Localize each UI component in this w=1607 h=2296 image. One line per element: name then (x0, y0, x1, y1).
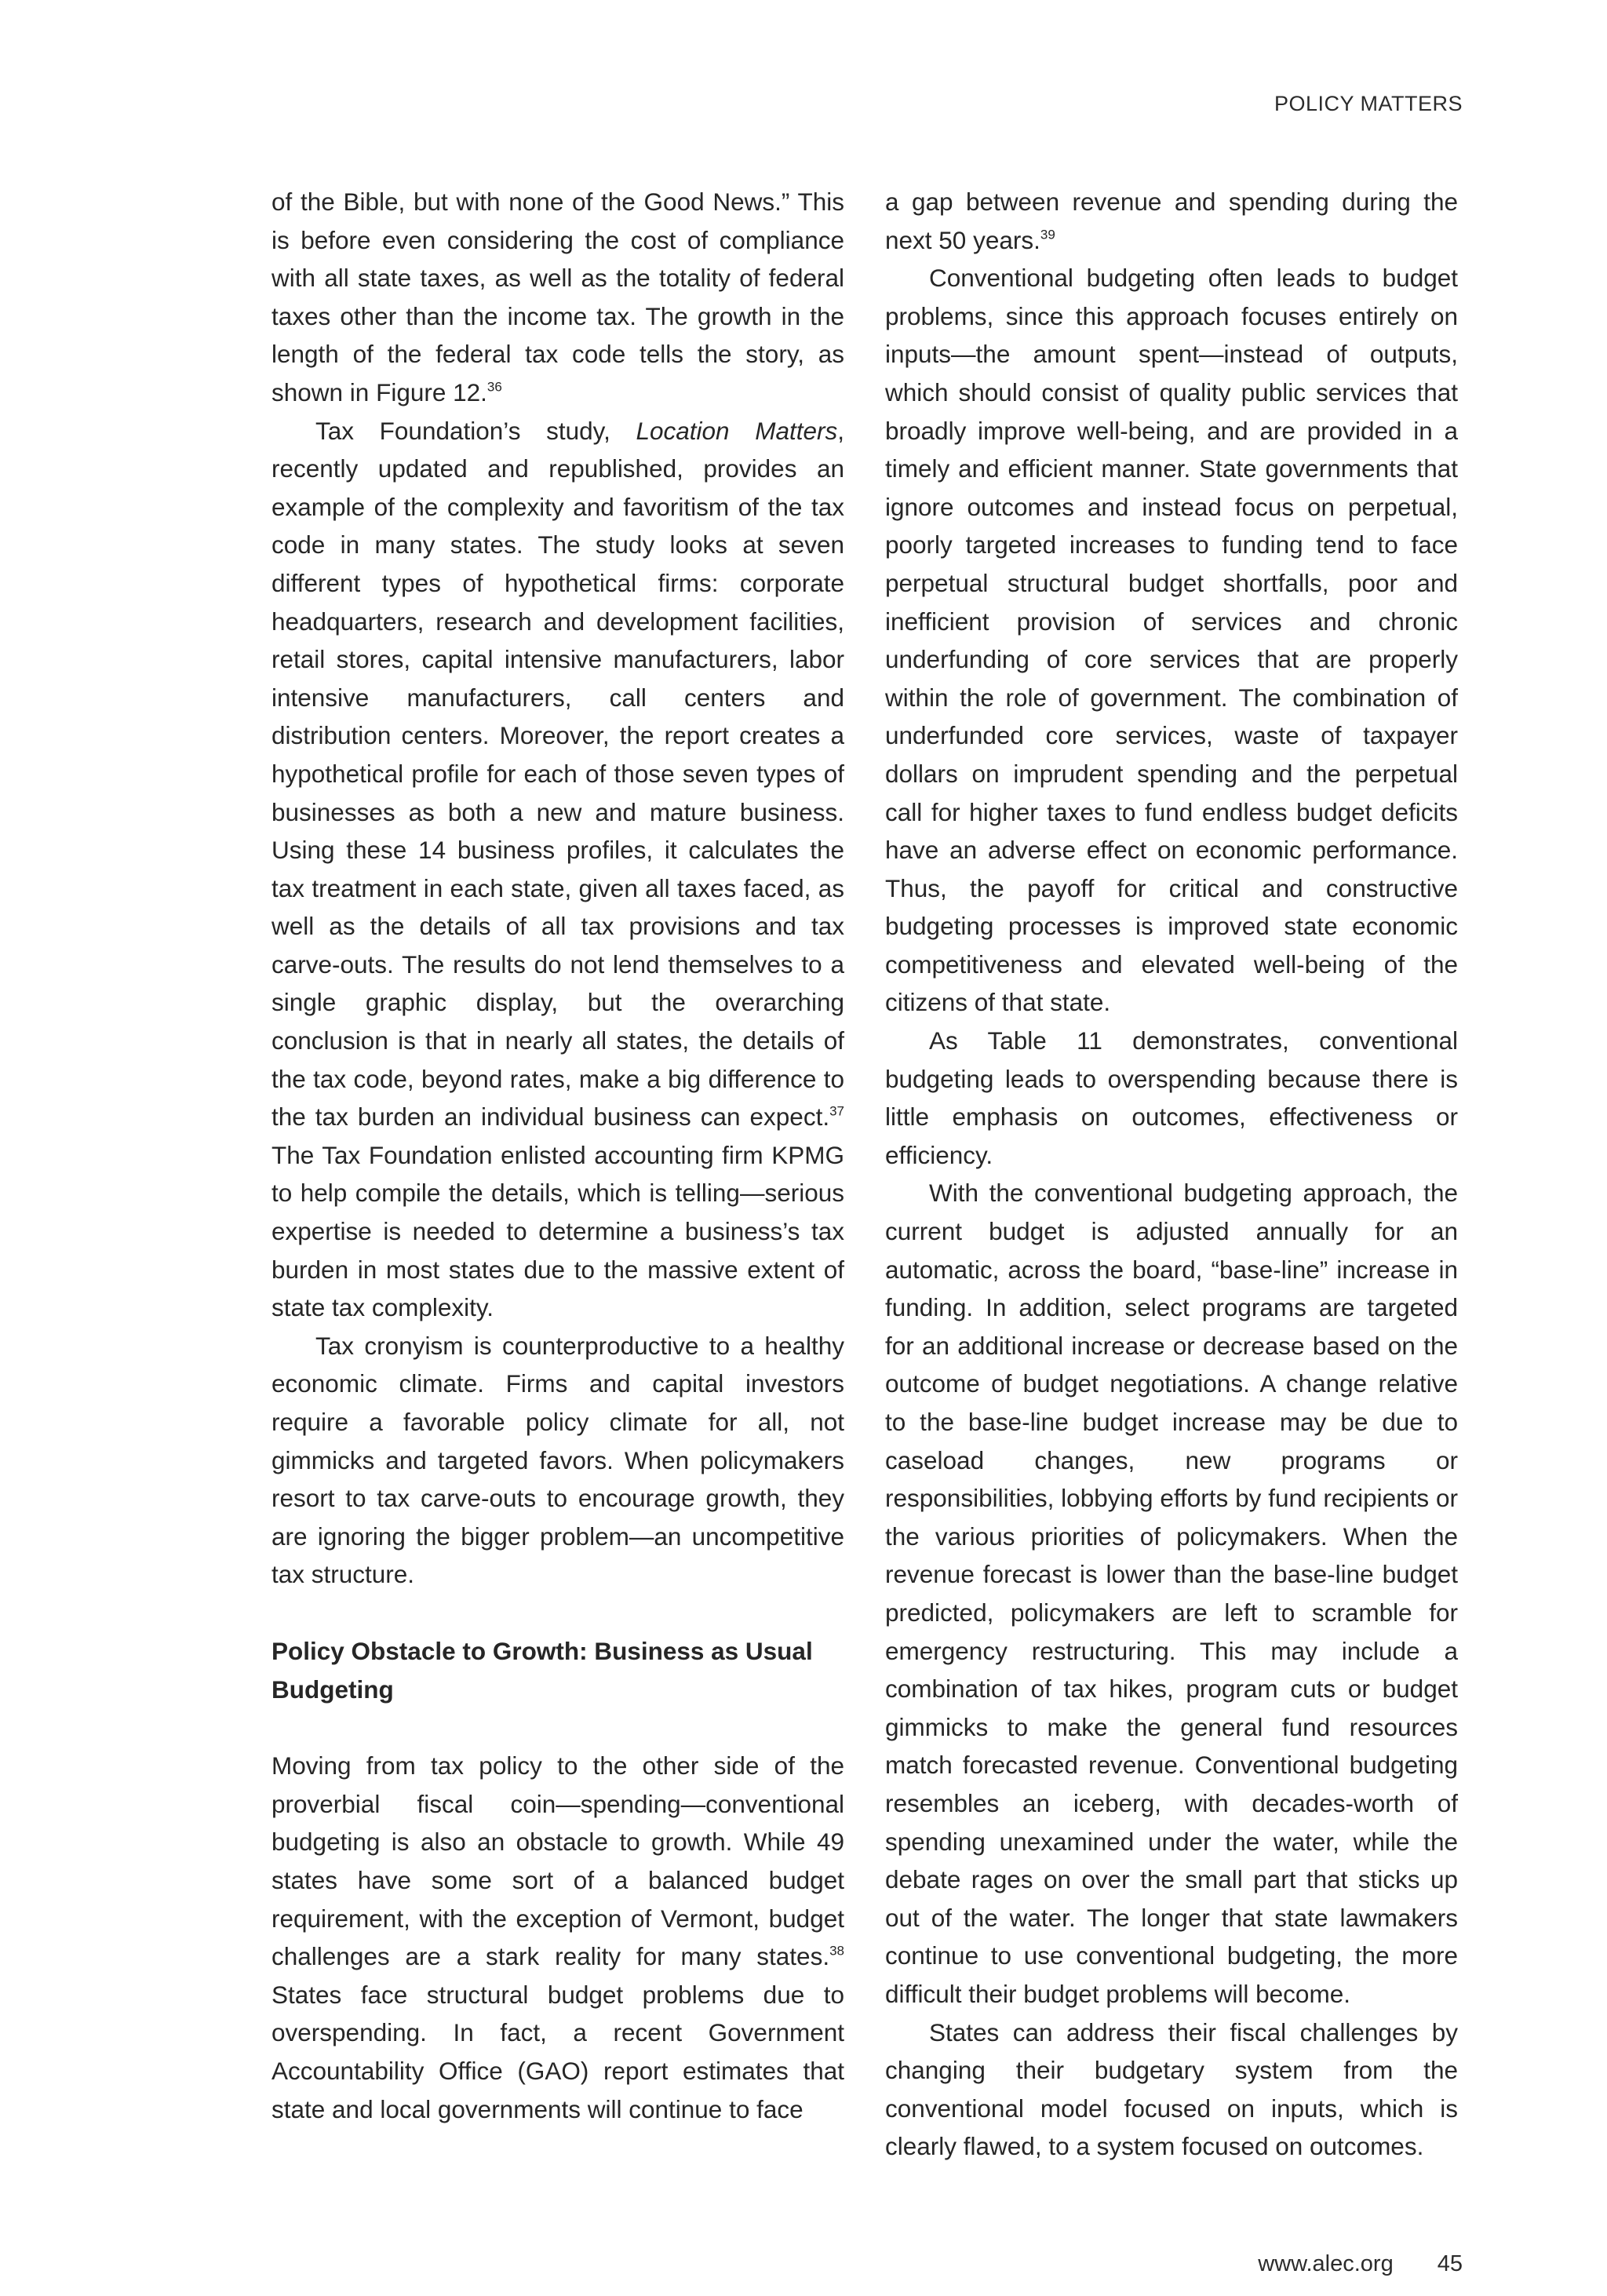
right-column (885, 183, 1458, 2166)
paragraph: Tax Foundation’s study, Location Matters, recently updated and republished, provides an example of the complexity and favoritism of the tax code in many states. The study looks at seven different types of hypothetical firms: corporate headquarters, research and development facilities, retail stores, capital intensive manufacturers, labor intensive manufacturers, call centers and distribution centers. Moreover, the report creates a hypothetical profile for each of those seven types of businesses as both a new and mature business. Using these 14 business profiles, it calculates the tax treatment in each state, given all taxes faced, as well as the details of all tax provisions and tax carve-outs. The results do not lend themselves to a single graphic display, but the overarching conclusion is that in nearly all states, the details of the tax code, beyond rates, make a big difference to the tax burden an individual business can expect.$^{37}$ The Tax Foundation enlisted accounting firm KPMG to help compile the details, which is telling—serious expertise is needed to determine a business’s tax burden in most states due to the massive extent of state tax complexity. (271, 416, 844, 1322)
paragraph: With the conventional budgeting approach, the current budget is adjusted annually for an automatic, across the board, “base-line” increase in funding. In addition, select programs are targeted for an additional increase or decrease based on the outcome of budget negotiations. A change relative to the base-line budget increase may be due to caseload changes, new programs or responsibilities, lobbying efforts by fund recipients or the various priorities of policymakers. When the revenue forecast is lower than the base-line budget predicted, policymakers are left to scramble for emergency restructuring. This may include a combination of tax hikes, program cuts or budget gimmicks to make the general fund resources match forecasted revenue. Conventional budgeting resembles an iceberg, with decades-worth of spending unexamined under the water, while the debate rages on over the small part that sticks up out of the water. The longer that state lawmakers continue to use conventional budgeting, the more difficult their budget problems will become. (885, 1179, 1458, 2008)
footnote-ref: 38 (829, 1943, 844, 1959)
paragraph: Moving from tax policy to the other side of the proverbial fiscal coin—spending—conventional budgeting is also an obstacle to growth. While 49 states have some sort of a balanced budget requirement, with the exception of Vermont, budget challenges are a stark reality for many states.$^{38}$ States face structural budget problems due to overspending. In fact, a recent Government Accountability Office (GAO) report estimates that state and local governments will continue to face (271, 1751, 844, 2123)
study-title: Location Matters (636, 416, 838, 445)
running-header: POLICY MATTERS (1274, 92, 1463, 115)
paragraph: As Table 11 demonstrates, conventional budgeting leads to overspending because there is little emphasis on outcomes, effectiveness or efficiency. (885, 1026, 1458, 1169)
paragraph: States can address their fiscal challenges by changing their budgetary system from the conventional model focused on inputs, which is clearly flawed, to a system focused on outcomes. (885, 2017, 1458, 2161)
paragraph: Tax cronyism is counterproductive to a healthy economic climate. Firms and capital investors require a favorable policy climate for all, not gimmicks and targeted favors. When policymakers resort to tax carve-outs to encourage growth, they are ignoring the bigger problem—an uncompetitive tax structure. (271, 1331, 844, 1589)
page-footer (1258, 2251, 1463, 2277)
paragraph: a gap between revenue and spending during the next 50 years.$^{39}$ (885, 188, 1458, 254)
paragraph: Conventional budgeting often leads to budget problems, since this approach focuses entirely on inputs—the amount spent—instead of outputs, which should consist of quality public services that broadly improve well-being, and are provided in a timely and efficient manner. State governments that ignore outcomes and instead focus on perpetual, poorly targeted increases to funding tend to face perpetual structural budget shortfalls, poor and inefficient provision of services and chronic underfunding of core services that are properly within the role of government. The combination of underfunded core services, waste of taxpayer dollars on imprudent spending and the perpetual call for higher taxes to fund endless budget deficits have an adverse effect on economic performance. Thus, the payoff for critical and constructive budgeting processes is improved state economic competitiveness and elevated well-being of the citizens of that state. (885, 264, 1458, 1017)
left-column (271, 183, 844, 2128)
paragraph: of the Bible, but with none of the Good News.” This is before even considering the cost of compliance with all state taxes, as well as the totality of federal taxes other than the income tax. The growth in the length of the federal tax code tells the story, as shown in Figure 12.36 (271, 188, 844, 406)
website-url: www.alec.org (1258, 2251, 1394, 2276)
footnote-ref: 39 (1040, 226, 1055, 242)
section-heading: Policy Obstacle to Growth: Business as Usual Budgeting (271, 1636, 813, 1704)
footnote-ref: 36 (486, 379, 502, 395)
page-number: 45 (1437, 2251, 1463, 2276)
footnote-ref: 37 (829, 1103, 844, 1119)
